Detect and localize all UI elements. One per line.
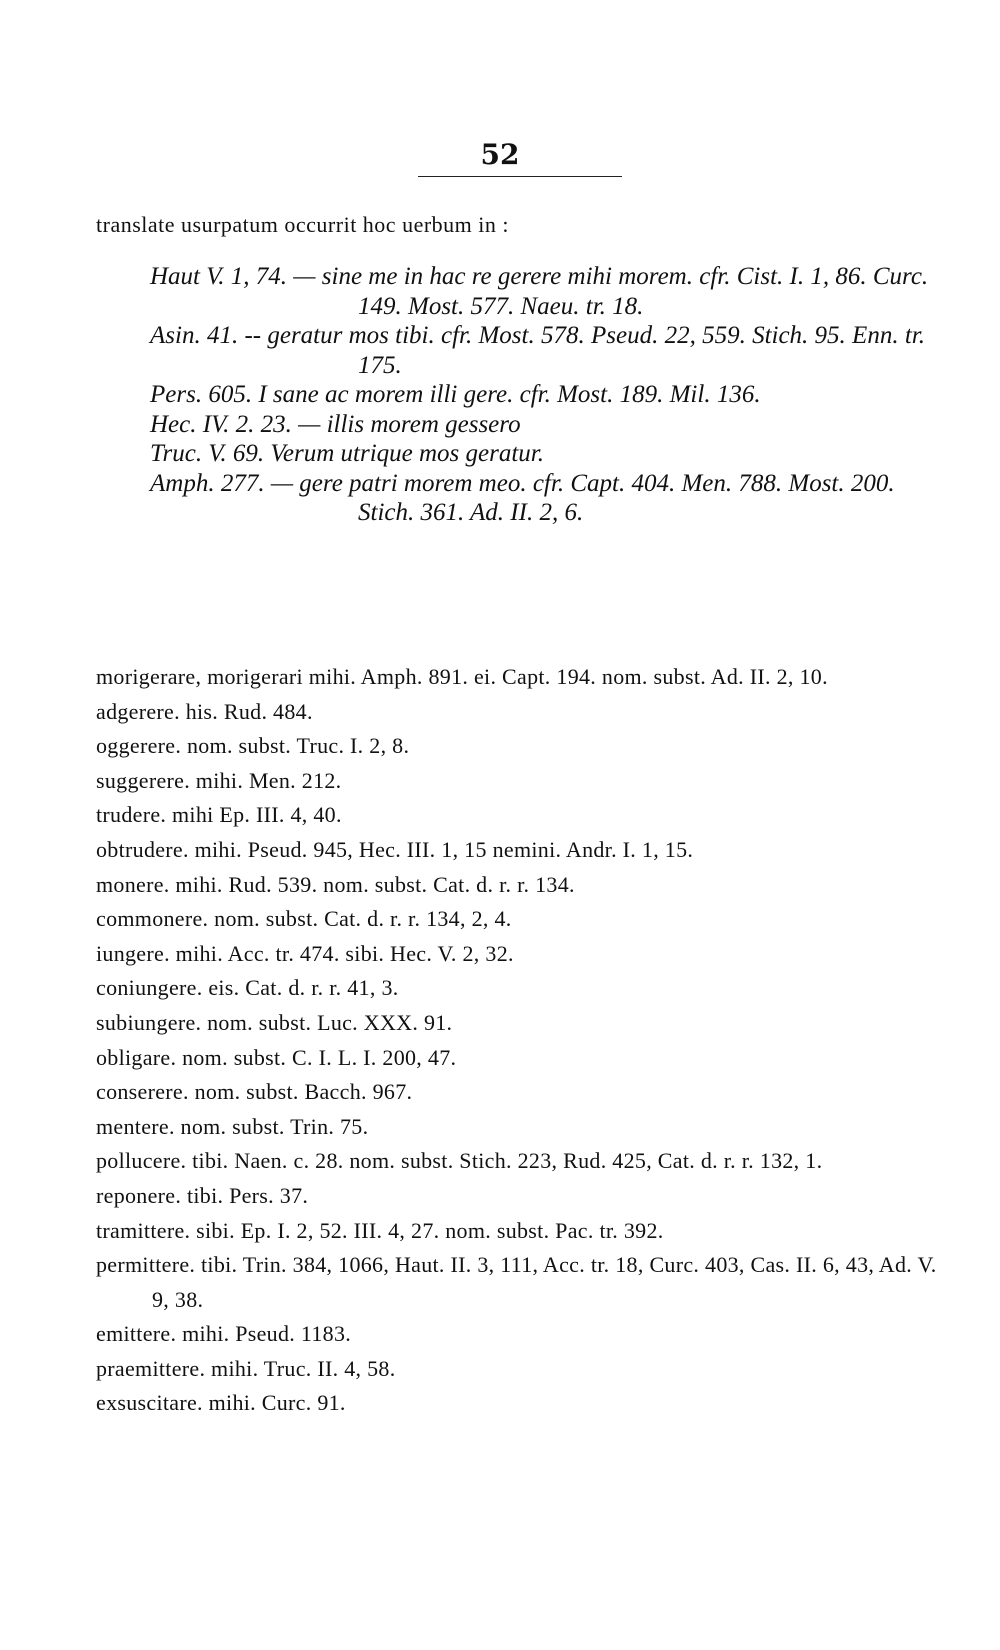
list-item: pollucere. tibi. Naen. c. 28. nom. subst. Stich. 223, Rud. 425, Cat. d. r. r. 132, 1.	[96, 1148, 823, 1174]
list-item: obtrudere. mihi. Pseud. 945, Hec. III. 1, 15 nemini. Andr. I. 1, 15.	[96, 836, 694, 862]
list-item: tramittere. sibi. Ep. I. 2, 52. III. 4, 27. nom. subst. Pac. tr. 392.	[96, 1217, 664, 1243]
citation-line: Hec. IV. 2. 23. — illis morem gessero	[150, 410, 521, 438]
citation-line: Pers. 605. I sane ac morem illi gere. cfr. Most. 189. Mil. 136.	[150, 381, 761, 408]
list-item: coniungere. eis. Cat. d. r. r. 41, 3.	[96, 975, 399, 1001]
list-item: reponere. tibi. Pers. 37.	[96, 1182, 309, 1208]
entry-list	[96, 660, 956, 1421]
list-item: emittere. mihi. Pseud. 1183.	[96, 1321, 352, 1347]
list-item: commonere. nom. subst. Cat. d. r. r. 134, 2, 4.	[96, 906, 512, 932]
list-item: trudere. mihi Ep. III. 4, 40.	[96, 802, 342, 828]
citation-line: Amph. 277. — gere patri morem meo. cfr. Capt. 404. Men. 788. Most. 200. Stich. 361. Ad. II. 2, 6.	[150, 469, 895, 526]
intro-line: translate usurpatum occurrit hoc uerbum in :	[96, 212, 509, 237]
list-item: suggerere. mihi. Men. 212.	[96, 767, 342, 793]
list-item: mentere. nom. subst. Trin. 75.	[96, 1113, 369, 1139]
list-item: exsuscitare. mihi. Curc. 91.	[96, 1390, 346, 1416]
citation-line: Asin. 41. -- geratur mos tibi. cfr. Most. 578. Pseud. 22, 559. Stich. 95. Enn. tr. 175.	[150, 322, 925, 379]
list-item: iungere. mihi. Acc. tr. 474. sibi. Hec. V. 2, 32.	[96, 940, 514, 966]
list-item: morigerare, morigerari mihi. Amph. 891. ei. Capt. 194. nom. subst. Ad. II. 2, 10.	[96, 664, 828, 689]
list-item: obligare. nom. subst. C. I. L. I. 200, 47.	[96, 1044, 457, 1070]
header-rule	[418, 176, 622, 177]
list-item: monere. mihi. Rud. 539. nom. subst. Cat. d. r. r. 134.	[96, 871, 575, 897]
citation-line: Truc. V. 69. Verum utrique mos geratur.	[150, 440, 545, 467]
list-item: permittere. tibi. Trin. 384, 1066, Haut. II. 3, 111, Acc. tr. 18, Curc. 403, Cas. II. 6, 43, Ad. V. 9, 38.	[96, 1252, 937, 1312]
list-item: subiungere. nom. subst. Luc. XXX. 91.	[96, 1009, 453, 1035]
list-item: oggerere. nom. subst. Truc. I. 2, 8.	[96, 733, 410, 759]
list-item: praemittere. mihi. Truc. II. 4, 58.	[96, 1355, 396, 1381]
list-item: adgerere. his. Rud. 484.	[96, 698, 313, 724]
page-number: 52	[480, 138, 520, 171]
citation-line: Haut V. 1, 74. — sine me in hac re gerere mihi morem. cfr. Cist. I. 1, 86. Curc. 149. Most. 577. Naeu. tr. 18.	[150, 263, 929, 320]
list-item: conserere. nom. subst. Bacch. 967.	[96, 1079, 413, 1105]
citation-block	[150, 262, 950, 528]
